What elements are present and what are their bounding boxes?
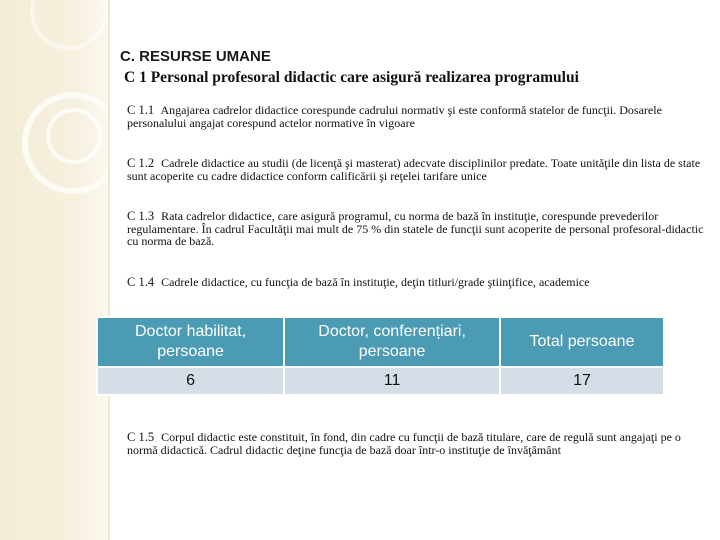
table-header-row bbox=[97, 317, 664, 367]
header-doctor-habilitat: Doctor habilitat, persoane bbox=[97, 317, 284, 367]
side-divider bbox=[108, 0, 110, 540]
header-total: Total persoane bbox=[500, 317, 664, 367]
criterion-code: C 1.2 bbox=[127, 156, 155, 170]
criterion-text: Cadrele didactice, cu funcţia de bază în instituţie, deţin titluri/grade ştiinţifice, academice bbox=[161, 275, 590, 289]
criterion-text: Corpul didactic este constituit, în fond, din cadre cu funcţii de bază titulare, care de regulă sunt angajaţi pe o normă didactică. Cadrul didactic deţine funcţia de bază doar într-o instituţie de învăţământ bbox=[127, 430, 681, 457]
criterion-text: Cadrele didactice au studii (de licenţă şi masterat) adecvate disciplinilor predate. Toate unităţile din lista de state sunt acoperite cu cadre didactice conform calificării şi reţelei tarifare unice bbox=[127, 156, 701, 183]
value-doctor-conferentiari: 11 bbox=[284, 367, 500, 395]
criterion-code: C 1.4 bbox=[127, 275, 155, 289]
paragraph-c1-4 bbox=[127, 276, 705, 289]
criterion-text: Angajarea cadrelor didactice corespunde cadrului normativ şi este conformă statelor de funcţii. Dosarele personalului angajat corespund actelor normative în vigoare bbox=[127, 103, 662, 130]
decorative-side-band bbox=[0, 0, 108, 540]
decorative-ring bbox=[30, 0, 108, 50]
paragraph-c1-5 bbox=[127, 431, 705, 456]
value-total: 17 bbox=[500, 367, 664, 395]
criterion-code: C 1.1 bbox=[127, 103, 155, 117]
paragraph-c1-3 bbox=[127, 210, 705, 248]
paragraph-c1-1 bbox=[127, 104, 705, 129]
criterion-text: Rata cadrelor didactice, care asigură programul, cu norma de bază în instituţie, corespunde prevederilor regulamentare. În cadrul Facultăţii mai mult de 75 % din statele de funcţii sunt acoperite de personal profesoral-didactic cu norma de bază. bbox=[127, 209, 704, 248]
subsection-title: C 1 Personal profesoral didactic care asigură realizarea programului bbox=[124, 69, 579, 86]
header-doctor-conferentiari: Doctor, conferențiari, persoane bbox=[284, 317, 500, 367]
value-doctor-habilitat: 6 bbox=[97, 367, 284, 395]
table-row bbox=[97, 367, 664, 395]
criterion-code: C 1.5 bbox=[127, 430, 155, 444]
criterion-code: C 1.3 bbox=[127, 209, 155, 223]
staff-degrees-table bbox=[96, 316, 665, 396]
paragraph-c1-2 bbox=[127, 157, 705, 182]
decorative-ring bbox=[46, 108, 102, 164]
section-title: C. RESURSE UMANE bbox=[120, 48, 271, 65]
